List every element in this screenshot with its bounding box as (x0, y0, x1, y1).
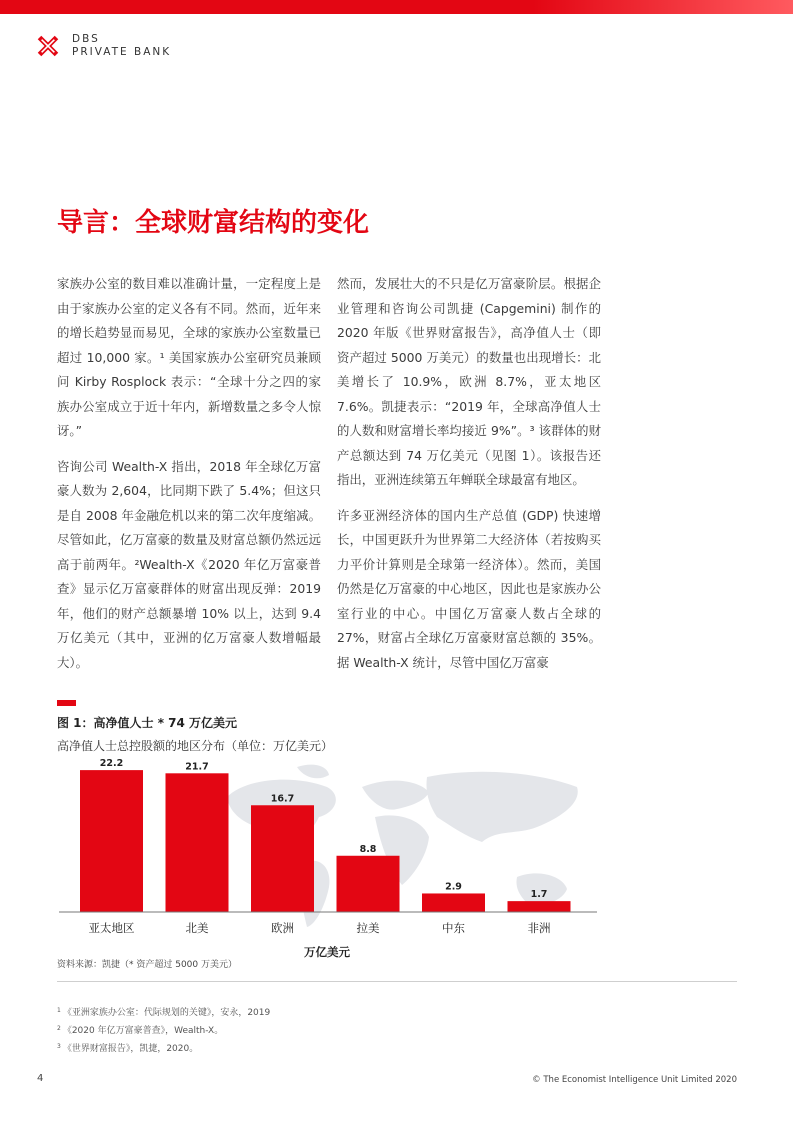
left-column (57, 272, 321, 686)
category-label: 拉美 (356, 921, 380, 935)
copyright: © The Economist Intelligence Unit Limited 2020 (532, 1075, 737, 1085)
bar-拉美 (337, 856, 400, 912)
figure-accent (57, 700, 76, 706)
value-label: 22.2 (99, 758, 124, 770)
bar-亚太地区 (80, 770, 143, 912)
figure-subtitle: 高净值人士总控股额的地区分布（单位：万亿美元） (57, 739, 334, 753)
bar-非洲 (508, 901, 571, 912)
value-label: 2.9 (445, 881, 462, 893)
brand-line-1: DBS (72, 33, 100, 45)
x-axis-title: 万亿美元 (304, 945, 350, 959)
bar-中东 (422, 893, 485, 912)
footnote: $^1$ 《亚洲家族办公室：代际规划的关键》，安永，2019 (57, 1007, 271, 1018)
paragraph: 然而，发展壮大的不只是亿万富豪阶层。根据企业管理和咨询公司凯捷 (Capgemini) 制作的 2020 年版《世界财富报告》，高净值人士（即资产超过 5000 万美元）的数量也出现增长：北美增长了 10.9%，欧洲 8.7%，亚太地区 7.6%。凯捷表示：“2019 年，全球高净值人士的人数和财富增长率均接近 9%”。³ 该群体的财产总额达到 74 万亿美元（见图 1）。该报告还指出，亚洲连续第五年蝉联全球最富有地区。 (337, 276, 601, 487)
bar-北美 (166, 773, 229, 912)
dbs-logo (36, 33, 171, 59)
value-label: 8.8 (359, 843, 377, 855)
page-title: 导言：全球财富结构的变化 (57, 208, 370, 238)
divider (57, 981, 737, 982)
category-label: 北美 (185, 921, 209, 935)
right-column (337, 272, 601, 686)
footnotes (57, 1003, 270, 1057)
footnote: $^2$ 《2020 年亿万富豪普查》，Wealth-X。 (57, 1025, 224, 1036)
dbs-star-icon (36, 34, 60, 58)
figure-source: 资料来源：凯捷（* 资产超过 5000 万美元） (57, 960, 237, 970)
bar-chart (57, 757, 597, 967)
brand-line-2: PRIVATE BANK (72, 46, 172, 58)
category-label: 中东 (442, 921, 465, 935)
value-label: 21.7 (185, 761, 209, 773)
category-label: 欧洲 (271, 921, 294, 935)
value-label: 1.7 (530, 889, 548, 901)
category-label: 非洲 (527, 921, 551, 935)
category-label: 亚太地区 (88, 921, 135, 935)
paragraph: 咨询公司 Wealth-X 指出，2018 年全球亿万富豪人数为 2,604，比同期下跌了 5.4%；但这只是自 2008 年金融危机以来的第二次年度缩减。尽管如此，亿万富豪的数量及财富总额仍然远远高于前两年。²Wealth-X《2020 年亿万富豪普查》显示亿万富豪群体的财富出现反弹：2019 年，他们的财产总额暴增 10% 以上，达到 9.4 万亿美元（其中，亚洲的亿万富豪人数增幅最大）。 (57, 458, 321, 670)
bar-chart-svg (57, 757, 597, 967)
figure-title: 图 1：高净值人士 * 74 万亿美元 (57, 716, 238, 730)
bar-欧洲 (251, 805, 314, 912)
value-label: 16.7 (270, 793, 295, 805)
footnote: $^3$ 《世界财富报告》，凯捷，2020。 (57, 1043, 199, 1054)
paragraph: 许多亚洲经济体的国内生产总值 (GDP) 快速增长，中国更跃升为世界第二大经济体（若按购买力平价计算则是全球第一经济体）。然而，美国仍然是亿万富豪的中心地区，因此也是家族办公室行业的中心。中国亿万富豪人数占全球的 27%，财富占全球亿万富豪财富总额的 35%。据 Wealth-X 统计，尽管中国亿万富豪 (337, 507, 601, 670)
paragraph: 家族办公室的数目难以准确计量，一定程度上是由于家族办公室的定义各有不同。然而，近年来的增长趋势显而易见，全球的家族办公室数量已超过 10,000 家。¹ 美国家族办公室研究员兼顾问 Kirby Rosplock 表示：“全球十分之四的家族办公室成立于近十年内，新增数量之多令人惊讶。” (57, 276, 321, 438)
page-number: 4 (37, 1073, 44, 1084)
top-accent-bar (0, 0, 793, 14)
